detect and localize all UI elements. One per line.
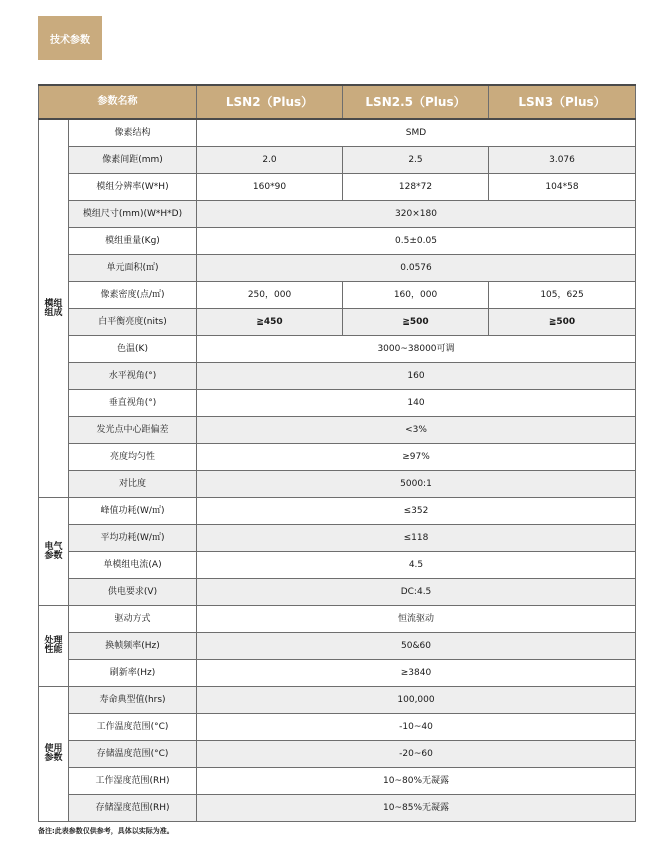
row-value: 10~80%无凝露 xyxy=(197,768,636,795)
row-value: -10~40 xyxy=(197,714,636,741)
table-row xyxy=(39,282,636,309)
row-value: ≧500 xyxy=(343,309,489,336)
table-row xyxy=(39,768,636,795)
row-label: 色温(K) xyxy=(69,336,197,363)
table-row xyxy=(39,687,636,714)
row-label: 存储湿度范围(RH) xyxy=(69,795,197,822)
table-row xyxy=(39,363,636,390)
table-row xyxy=(39,606,636,633)
table-row xyxy=(39,660,636,687)
table-row xyxy=(39,795,636,822)
row-value: 100,000 xyxy=(197,687,636,714)
table-row xyxy=(39,714,636,741)
table-row xyxy=(39,471,636,498)
row-label: 模组尺寸(mm)(W*H*D) xyxy=(69,201,197,228)
row-label: 发光点中心距偏差 xyxy=(69,417,197,444)
row-label: 平均功耗(W/㎡) xyxy=(69,525,197,552)
row-value: 4.5 xyxy=(197,552,636,579)
row-value: 0.0576 xyxy=(197,255,636,282)
row-label: 像素间距(mm) xyxy=(69,147,197,174)
row-value: 2.5 xyxy=(343,147,489,174)
row-value: 160*90 xyxy=(197,174,343,201)
row-value: ≧500 xyxy=(489,309,636,336)
row-label: 驱动方式 xyxy=(69,606,197,633)
row-value: ≥3840 xyxy=(197,660,636,687)
row-label: 对比度 xyxy=(69,471,197,498)
table-row xyxy=(39,498,636,525)
table-row xyxy=(39,390,636,417)
model-header-lsn25: LSN2.5（Plus） xyxy=(343,85,489,119)
row-label: 像素密度(点/㎡) xyxy=(69,282,197,309)
table-row xyxy=(39,309,636,336)
table-row xyxy=(39,119,636,147)
row-value: 320×180 xyxy=(197,201,636,228)
row-label: 模组分辨率(W*H) xyxy=(69,174,197,201)
row-value: ≧450 xyxy=(197,309,343,336)
row-label: 单元面积(㎡) xyxy=(69,255,197,282)
row-value: 104*58 xyxy=(489,174,636,201)
model-header-lsn2: LSN2（Plus） xyxy=(197,85,343,119)
table-row xyxy=(39,228,636,255)
table-row xyxy=(39,255,636,282)
row-value: 140 xyxy=(197,390,636,417)
table-row xyxy=(39,444,636,471)
table-row xyxy=(39,336,636,363)
row-label: 白平衡亮度(nits) xyxy=(69,309,197,336)
row-value: 250，000 xyxy=(197,282,343,309)
row-value: 160 xyxy=(197,363,636,390)
row-value: -20~60 xyxy=(197,741,636,768)
row-value: 105，625 xyxy=(489,282,636,309)
row-label: 模组重量(Kg) xyxy=(69,228,197,255)
table-row xyxy=(39,417,636,444)
row-value: 10~85%无凝露 xyxy=(197,795,636,822)
table-row xyxy=(39,552,636,579)
table-row xyxy=(39,147,636,174)
row-value: SMD xyxy=(197,119,636,147)
row-label: 垂直视角(°) xyxy=(69,390,197,417)
table-row xyxy=(39,174,636,201)
row-label: 亮度均匀性 xyxy=(69,444,197,471)
row-label: 工作温度范围(°C) xyxy=(69,714,197,741)
model-header-lsn3: LSN3（Plus） xyxy=(489,85,636,119)
row-label: 峰值功耗(W/㎡) xyxy=(69,498,197,525)
row-value: 128*72 xyxy=(343,174,489,201)
table-row xyxy=(39,579,636,606)
row-value: 2.0 xyxy=(197,147,343,174)
row-label: 像素结构 xyxy=(69,119,197,147)
group-label-module: 模组 组成 xyxy=(39,119,69,498)
section-badge: 技术参数 xyxy=(38,16,102,60)
row-value: DC:4.5 xyxy=(197,579,636,606)
row-label: 工作湿度范围(RH) xyxy=(69,768,197,795)
row-value: 恒流驱动 xyxy=(197,606,636,633)
spec-table xyxy=(38,84,636,822)
footnote: 备注:此表参数仅供参考，具体以实际为准。 xyxy=(38,827,174,835)
row-value: ≥97% xyxy=(197,444,636,471)
row-value: 50&60 xyxy=(197,633,636,660)
param-name-header: 参数名称 xyxy=(39,85,197,119)
row-value: 0.5±0.05 xyxy=(197,228,636,255)
row-label: 供电要求(V) xyxy=(69,579,197,606)
row-label: 水平视角(°) xyxy=(69,363,197,390)
table-row xyxy=(39,525,636,552)
row-value: <3% xyxy=(197,417,636,444)
group-label-processing: 处理 性能 xyxy=(39,606,69,687)
table-row xyxy=(39,201,636,228)
row-label: 寿命典型值(hrs) xyxy=(69,687,197,714)
group-label-electrical: 电气 参数 xyxy=(39,498,69,606)
table-row xyxy=(39,741,636,768)
row-value: 5000:1 xyxy=(197,471,636,498)
row-value: 3000~38000可调 xyxy=(197,336,636,363)
row-label: 刷新率(Hz) xyxy=(69,660,197,687)
row-label: 存储温度范围(°C) xyxy=(69,741,197,768)
row-value: ≤118 xyxy=(197,525,636,552)
row-value: 160，000 xyxy=(343,282,489,309)
row-label: 换帧频率(Hz) xyxy=(69,633,197,660)
row-value: 3.076 xyxy=(489,147,636,174)
row-label: 单模组电流(A) xyxy=(69,552,197,579)
table-header-row xyxy=(39,85,636,119)
table-row xyxy=(39,633,636,660)
row-value: ≤352 xyxy=(197,498,636,525)
group-label-usage: 使用 参数 xyxy=(39,687,69,822)
